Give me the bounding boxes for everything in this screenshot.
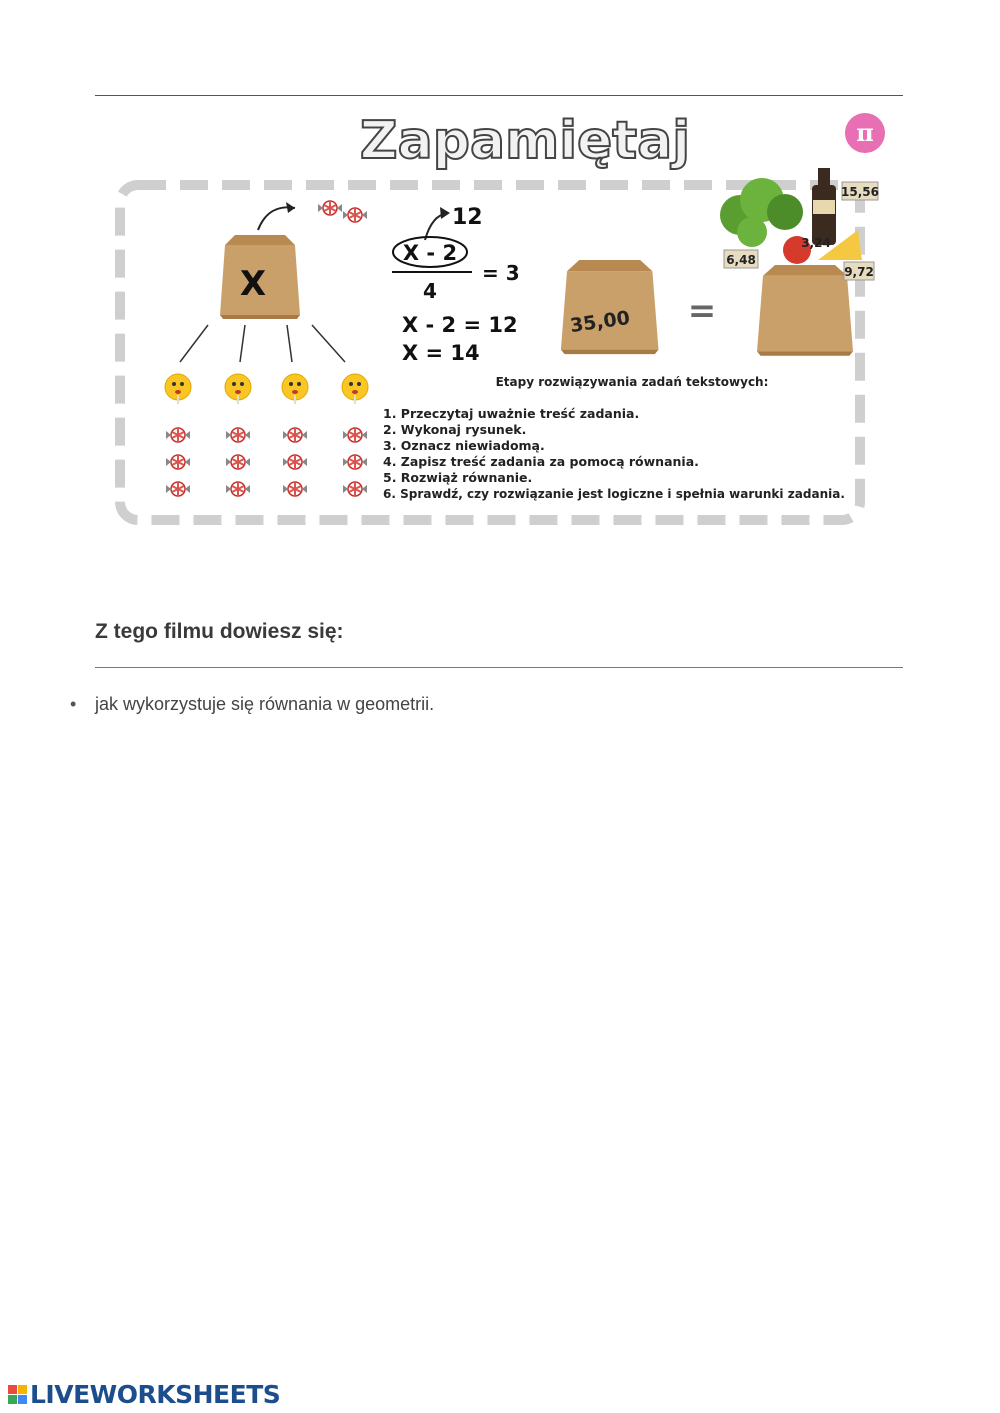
section-divider bbox=[95, 667, 903, 668]
price-tag-3: 6,48 bbox=[726, 253, 756, 267]
step-item: 6. Sprawdź, czy rozwiązanie jest logiczne i spełnia warunki zadania. bbox=[383, 486, 845, 501]
step-item: 3. Oznacz niewiadomą. bbox=[383, 438, 545, 453]
steps-title: Etapy rozwiązywania zadań tekstowych: bbox=[495, 375, 769, 389]
equation-result-top: 12 bbox=[452, 205, 483, 230]
price-tag-2: 3,24 bbox=[801, 236, 831, 250]
logo-text: LIVEWORKSHEETS bbox=[30, 1380, 281, 1409]
equation-numerator: X - 2 bbox=[402, 241, 458, 265]
bag-x-label: X bbox=[239, 264, 267, 304]
equals-sign: = bbox=[687, 291, 717, 331]
logo-blocks-icon bbox=[8, 1385, 27, 1404]
pi-badge-label: π bbox=[856, 118, 874, 147]
section-heading: Z tego filmu dowiesz się: bbox=[95, 620, 344, 643]
bullet-list bbox=[70, 694, 434, 715]
top-divider bbox=[95, 95, 903, 96]
bullet-icon: • bbox=[70, 694, 77, 714]
step-item: 2. Wykonaj rysunek. bbox=[383, 422, 527, 437]
step-item: 1. Przeczytaj uważnie treść zadania. bbox=[383, 406, 640, 421]
candies-icon bbox=[318, 201, 367, 222]
price-tag-1: 15,56 bbox=[841, 185, 879, 199]
steps-list bbox=[383, 406, 845, 501]
branch-arrows-icon bbox=[180, 325, 345, 362]
poster-title: Zapamiętaj bbox=[359, 111, 691, 171]
equation-line2: X = 14 bbox=[402, 341, 480, 365]
equation-line1: X - 2 = 12 bbox=[402, 313, 518, 337]
equation-denominator: 4 bbox=[423, 279, 437, 303]
price-bag-icon bbox=[561, 260, 659, 354]
liveworksheets-logo[interactable] bbox=[8, 1380, 280, 1409]
people-columns-icon bbox=[165, 374, 368, 496]
step-item: 5. Rozwiąż równanie. bbox=[383, 470, 533, 485]
price-tag-4: 9,72 bbox=[844, 265, 874, 279]
list-item-text: jak wykorzystuje się równania w geometrii. bbox=[95, 694, 435, 714]
equation-equals: = 3 bbox=[482, 261, 520, 285]
list-item bbox=[70, 694, 434, 715]
step-item: 4. Zapisz treść zadania za pomocą równania. bbox=[383, 454, 699, 469]
remember-poster bbox=[100, 100, 900, 540]
price-bag-label: 35,00 bbox=[568, 306, 632, 338]
